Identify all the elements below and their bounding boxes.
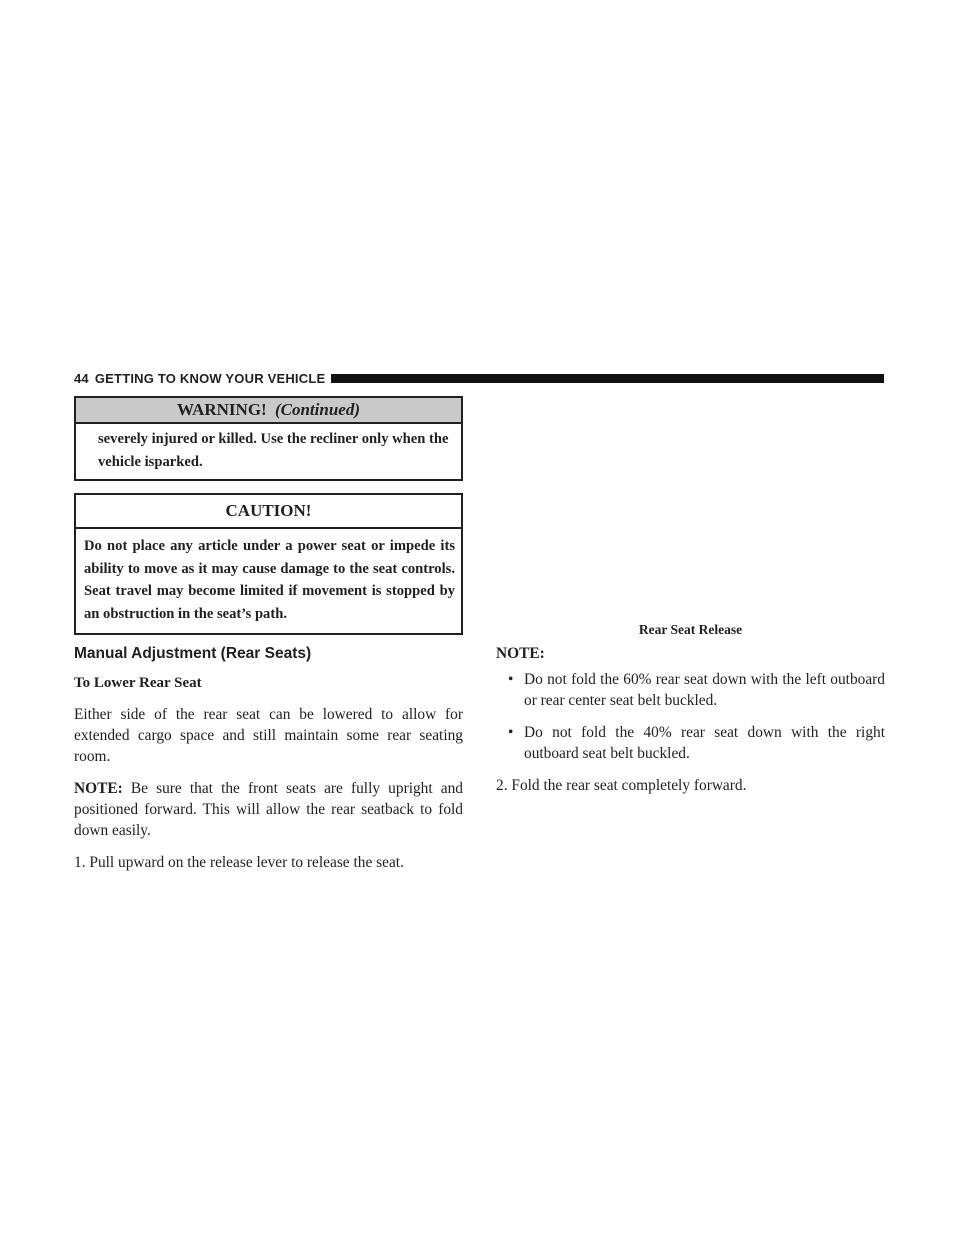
note-label-2: NOTE: — [496, 645, 545, 662]
right-column — [496, 622, 885, 807]
step-2: 2. Fold the rear seat completely forward. — [496, 777, 747, 794]
page-number: 44 — [74, 370, 89, 386]
page-header — [74, 370, 884, 386]
note-paragraph — [74, 778, 463, 841]
caution-title: CAUTION! — [76, 495, 461, 529]
step-1: 1. Pull upward on the release lever to release the seat. — [74, 854, 404, 871]
paragraph: Either side of the rear seat can be lowered to allow for extended cargo space and still maintain some rear seating room. — [74, 706, 463, 765]
figure-caption: Rear Seat Release — [638, 622, 743, 637]
header-rule — [331, 374, 884, 383]
note-bullets — [496, 669, 885, 764]
note-label: NOTE: — [74, 780, 123, 797]
bullet-item — [496, 722, 885, 764]
warning-title: WARNING! — [176, 400, 267, 419]
bullet-text: Do not fold the 60% rear seat down with the left outboard or rear center seat belt buckled. — [524, 671, 885, 709]
section-heading: Manual Adjustment (Rear Seats) — [74, 645, 312, 662]
bullet-glyph: • — [508, 724, 514, 741]
caution-box — [74, 493, 463, 635]
warning-continued: (Continued) — [274, 400, 360, 419]
sub-heading: To Lower Rear Seat — [74, 675, 202, 691]
bullet-glyph: • — [508, 671, 514, 688]
warning-header — [76, 398, 461, 424]
bullet-text: Do not fold the 40% rear seat down with the right outboard seat belt buckled. — [524, 724, 885, 762]
section-title: GETTING TO KNOW YOUR VEHICLE — [94, 370, 326, 386]
left-column — [74, 396, 463, 884]
caution-body: Do not place any article under a power seat or impede its ability to move as it may cause damage to the seat controls. Seat travel may become limited if movement is stopped by an obstruction in the seat’s path. — [84, 538, 455, 622]
bullet-item — [496, 669, 885, 711]
warning-box — [74, 396, 463, 481]
warning-body: severely injured or killed. Use the recliner only when the vehicle isparked. — [98, 431, 449, 470]
note-text: Be sure that the front seats are fully upright and positioned forward. This will allow the rear seatback to fold down easily. — [74, 780, 463, 839]
